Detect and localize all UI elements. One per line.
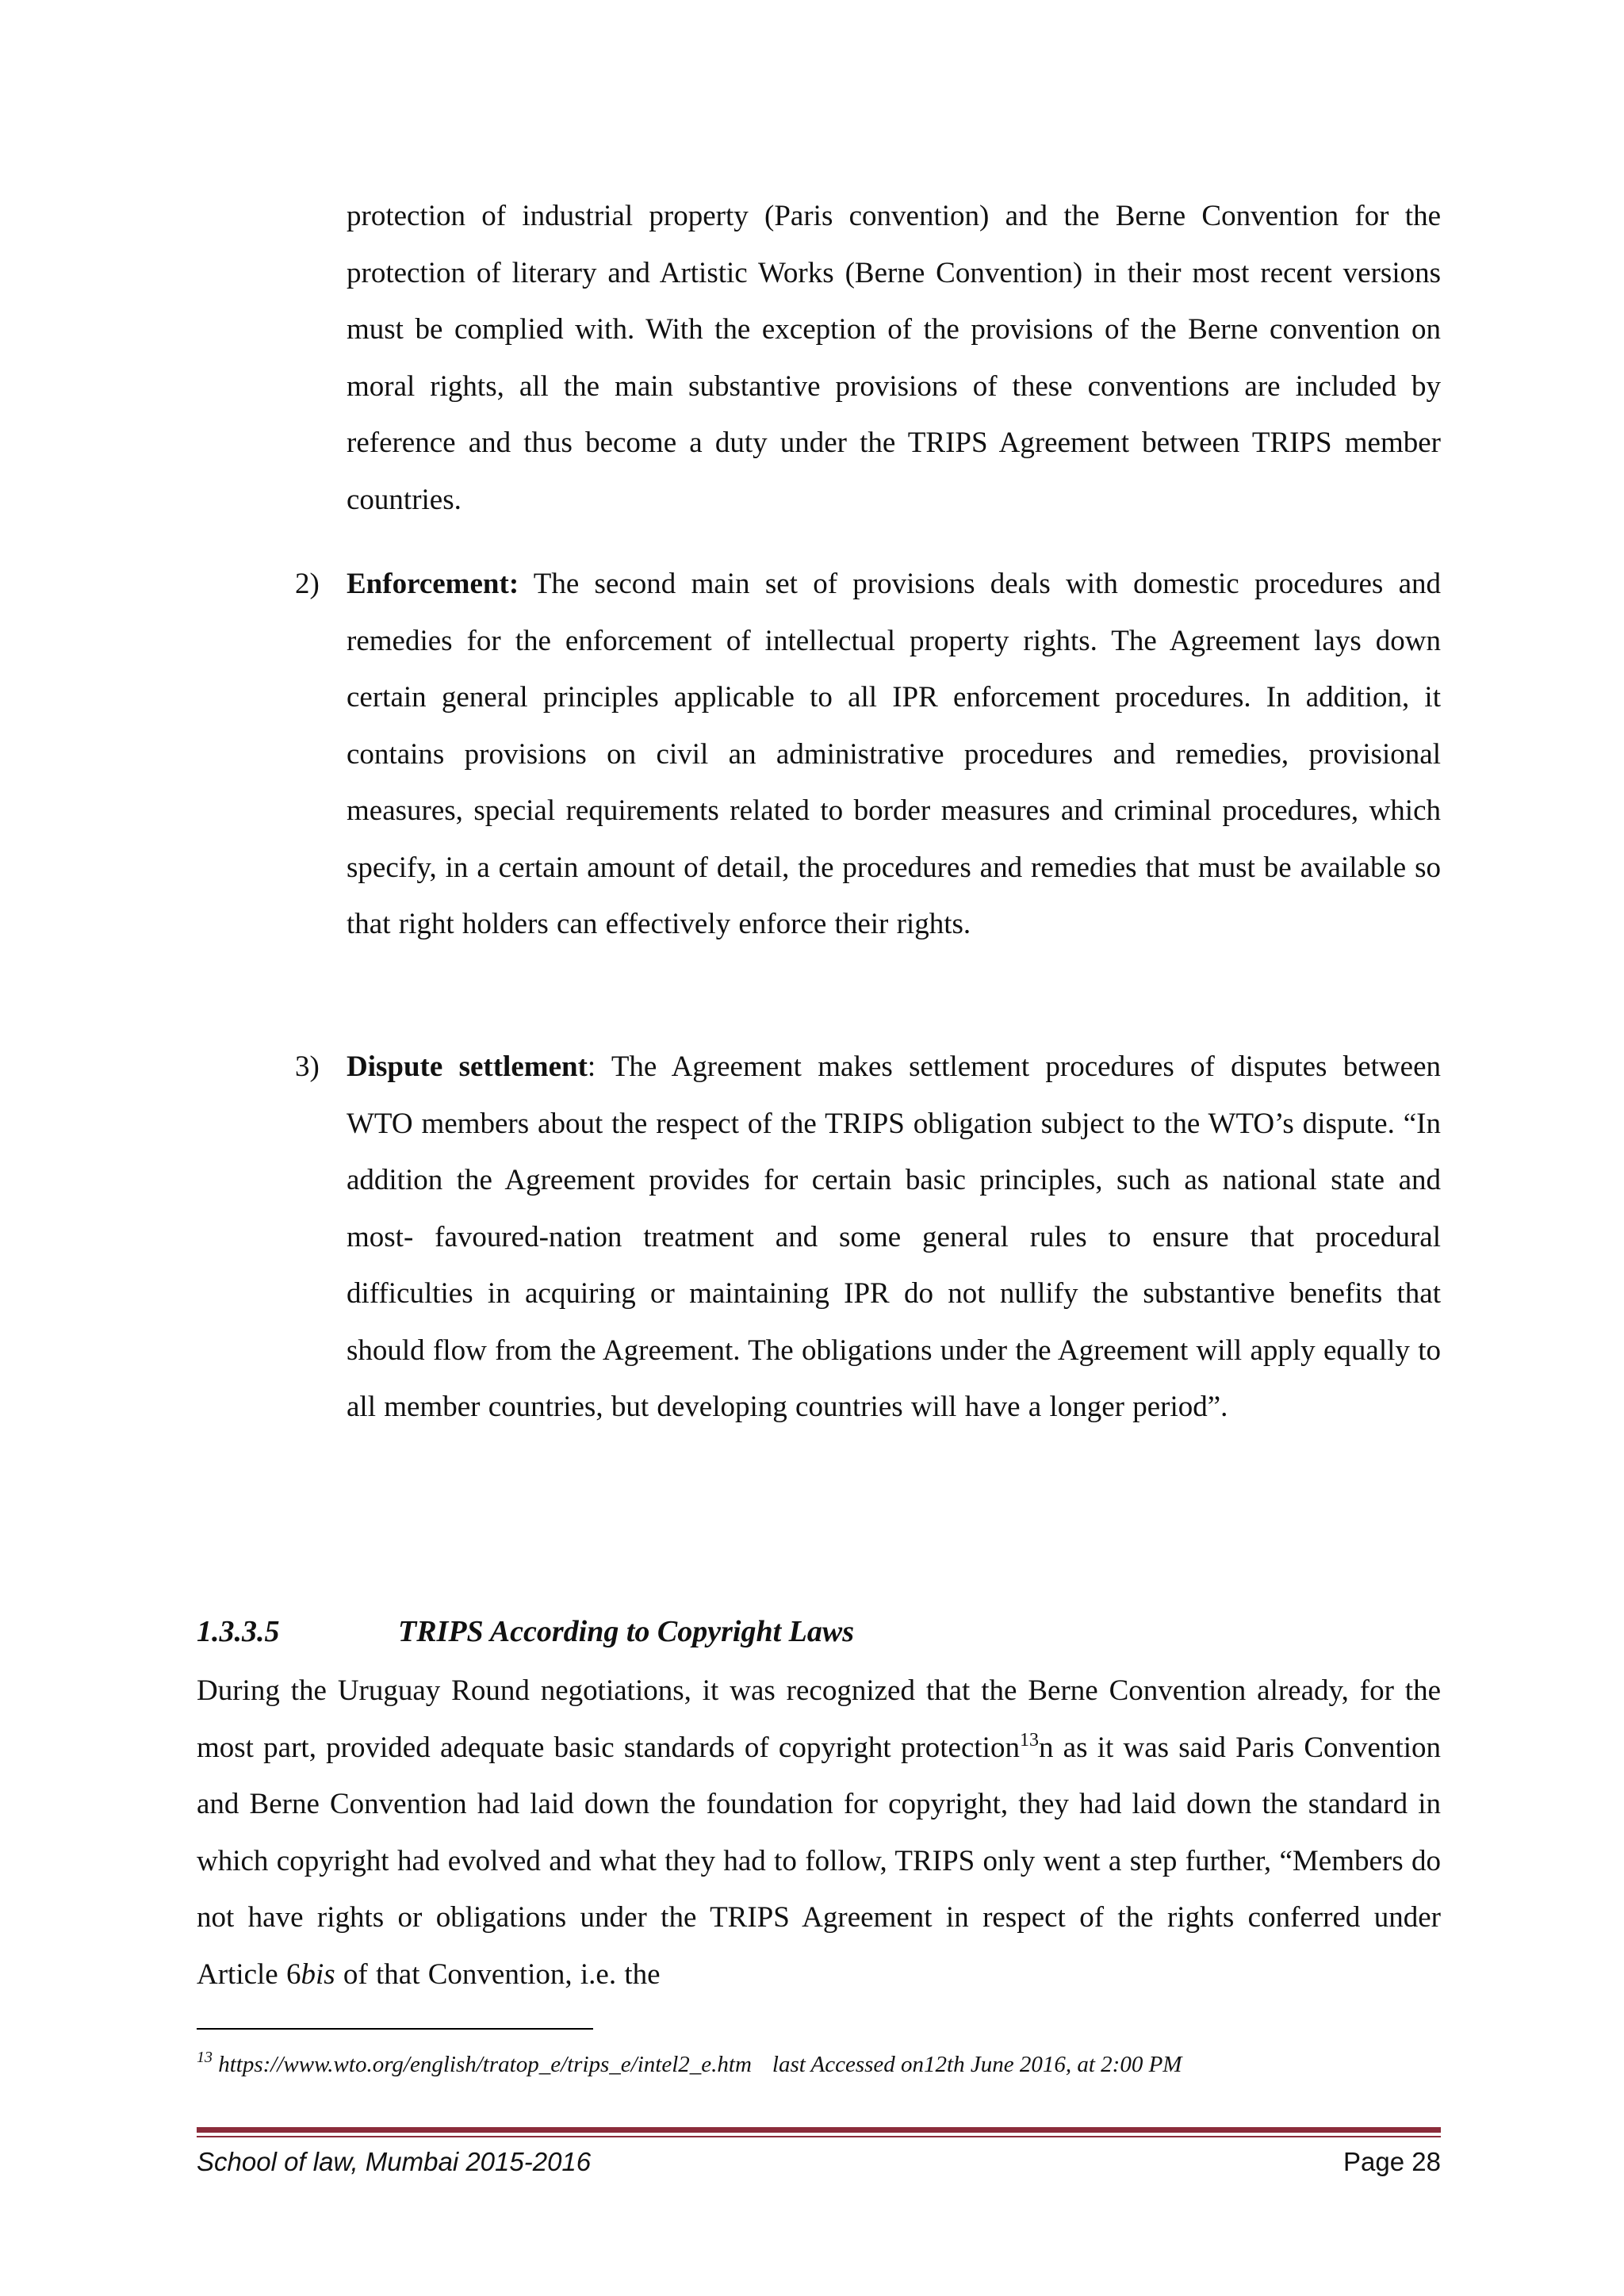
- list-item-term: Dispute settlement: [347, 1050, 588, 1083]
- section-number: 1.3.3.5: [197, 1615, 280, 1648]
- list-item-term: Enforcement:: [347, 568, 519, 600]
- footer-rule-thin: [197, 2136, 1441, 2137]
- footnote-url[interactable]: https://www.wto.org/english/tratop_e/trips_e/intel2_e.htm: [218, 2052, 752, 2077]
- footnote-number: 13: [197, 2049, 213, 2066]
- footnote-separator: [197, 2028, 593, 2030]
- list-item-number: 2): [295, 568, 320, 600]
- section-title: TRIPS According to Copyright Laws: [398, 1615, 854, 1648]
- list-item-text: The second main set of provisions deals with domestic procedures and remedies for the enforcement of intellectual property rights. The Agreement lays down certain general principles applicable to all IPR enforcement procedures. In addition, it contains provisions on civil an administrative procedures and remedies, provisional measures, special requirements related to border measures and criminal procedures, which specify, in a certain amount of detail, the procedures and remedies that must be available so that right holders can effectively enforce their rights.: [347, 568, 1441, 940]
- paragraph-text: n as it was said Paris Convention and Berne Convention had laid down the foundation for copyright, they had laid down the standard in which copyright had evolved and what they had to follow, TRIPS only went a step further, “Members do not have rights or obligations under the TRIPS Agreement in respect of the rights conferred under Article 6: [197, 1731, 1442, 1991]
- footnote: [197, 2049, 1465, 2078]
- list-item-text: : The Agreement makes settlement procedures of disputes between WTO members about the respect of the TRIPS obligation subject to the WTO’s dispute. “In addition the Agreement provides for certain basic principles, such as national state and most- favoured-nation treatment and some general rules to ensure that procedural difficulties in acquiring or maintaining IPR do not nullify the substantive benefits that should flow from the Agreement. The obligations under the Agreement will apply equally to all member countries, but developing countries will have a longer period”.: [347, 1050, 1441, 1423]
- paragraph-italic-text: bis: [301, 1957, 335, 1991]
- footnote-reference[interactable]: 13: [1019, 1729, 1039, 1751]
- paragraph-text: During the Uruguay Round negotiations, it was recognized that the Berne Convention already, for the most part, provided adequate basic standards of copyright protection: [197, 1674, 1441, 1764]
- footer-school: School of law, Mumbai 2015-2016: [197, 2147, 592, 2176]
- list-item-enforcement: [295, 556, 1441, 953]
- list-item-number: 3): [295, 1050, 320, 1083]
- footnote-accessed: last Accessed on12th June 2016, at 2:00 PM: [772, 2052, 1182, 2077]
- footer-rule-thick: [197, 2127, 1441, 2133]
- continuation-paragraph: protection of industrial property (Paris convention) and the Berne Convention for the protection of literary and Artistic Works (Berne Convention) in their most recent versions must be complied with. With the exception of the provisions of the Berne convention on moral rights, all the main substantive provisions of these conventions are included by reference and thus become a duty under the TRIPS Agreement between TRIPS member countries.: [347, 200, 1441, 516]
- paragraph-text: of that Convention, i.e. the: [335, 1957, 661, 1991]
- page-number: Page 28: [1343, 2147, 1441, 2176]
- list-item-dispute-settlement: [295, 1039, 1441, 1436]
- section-paragraph: [197, 1663, 1441, 2003]
